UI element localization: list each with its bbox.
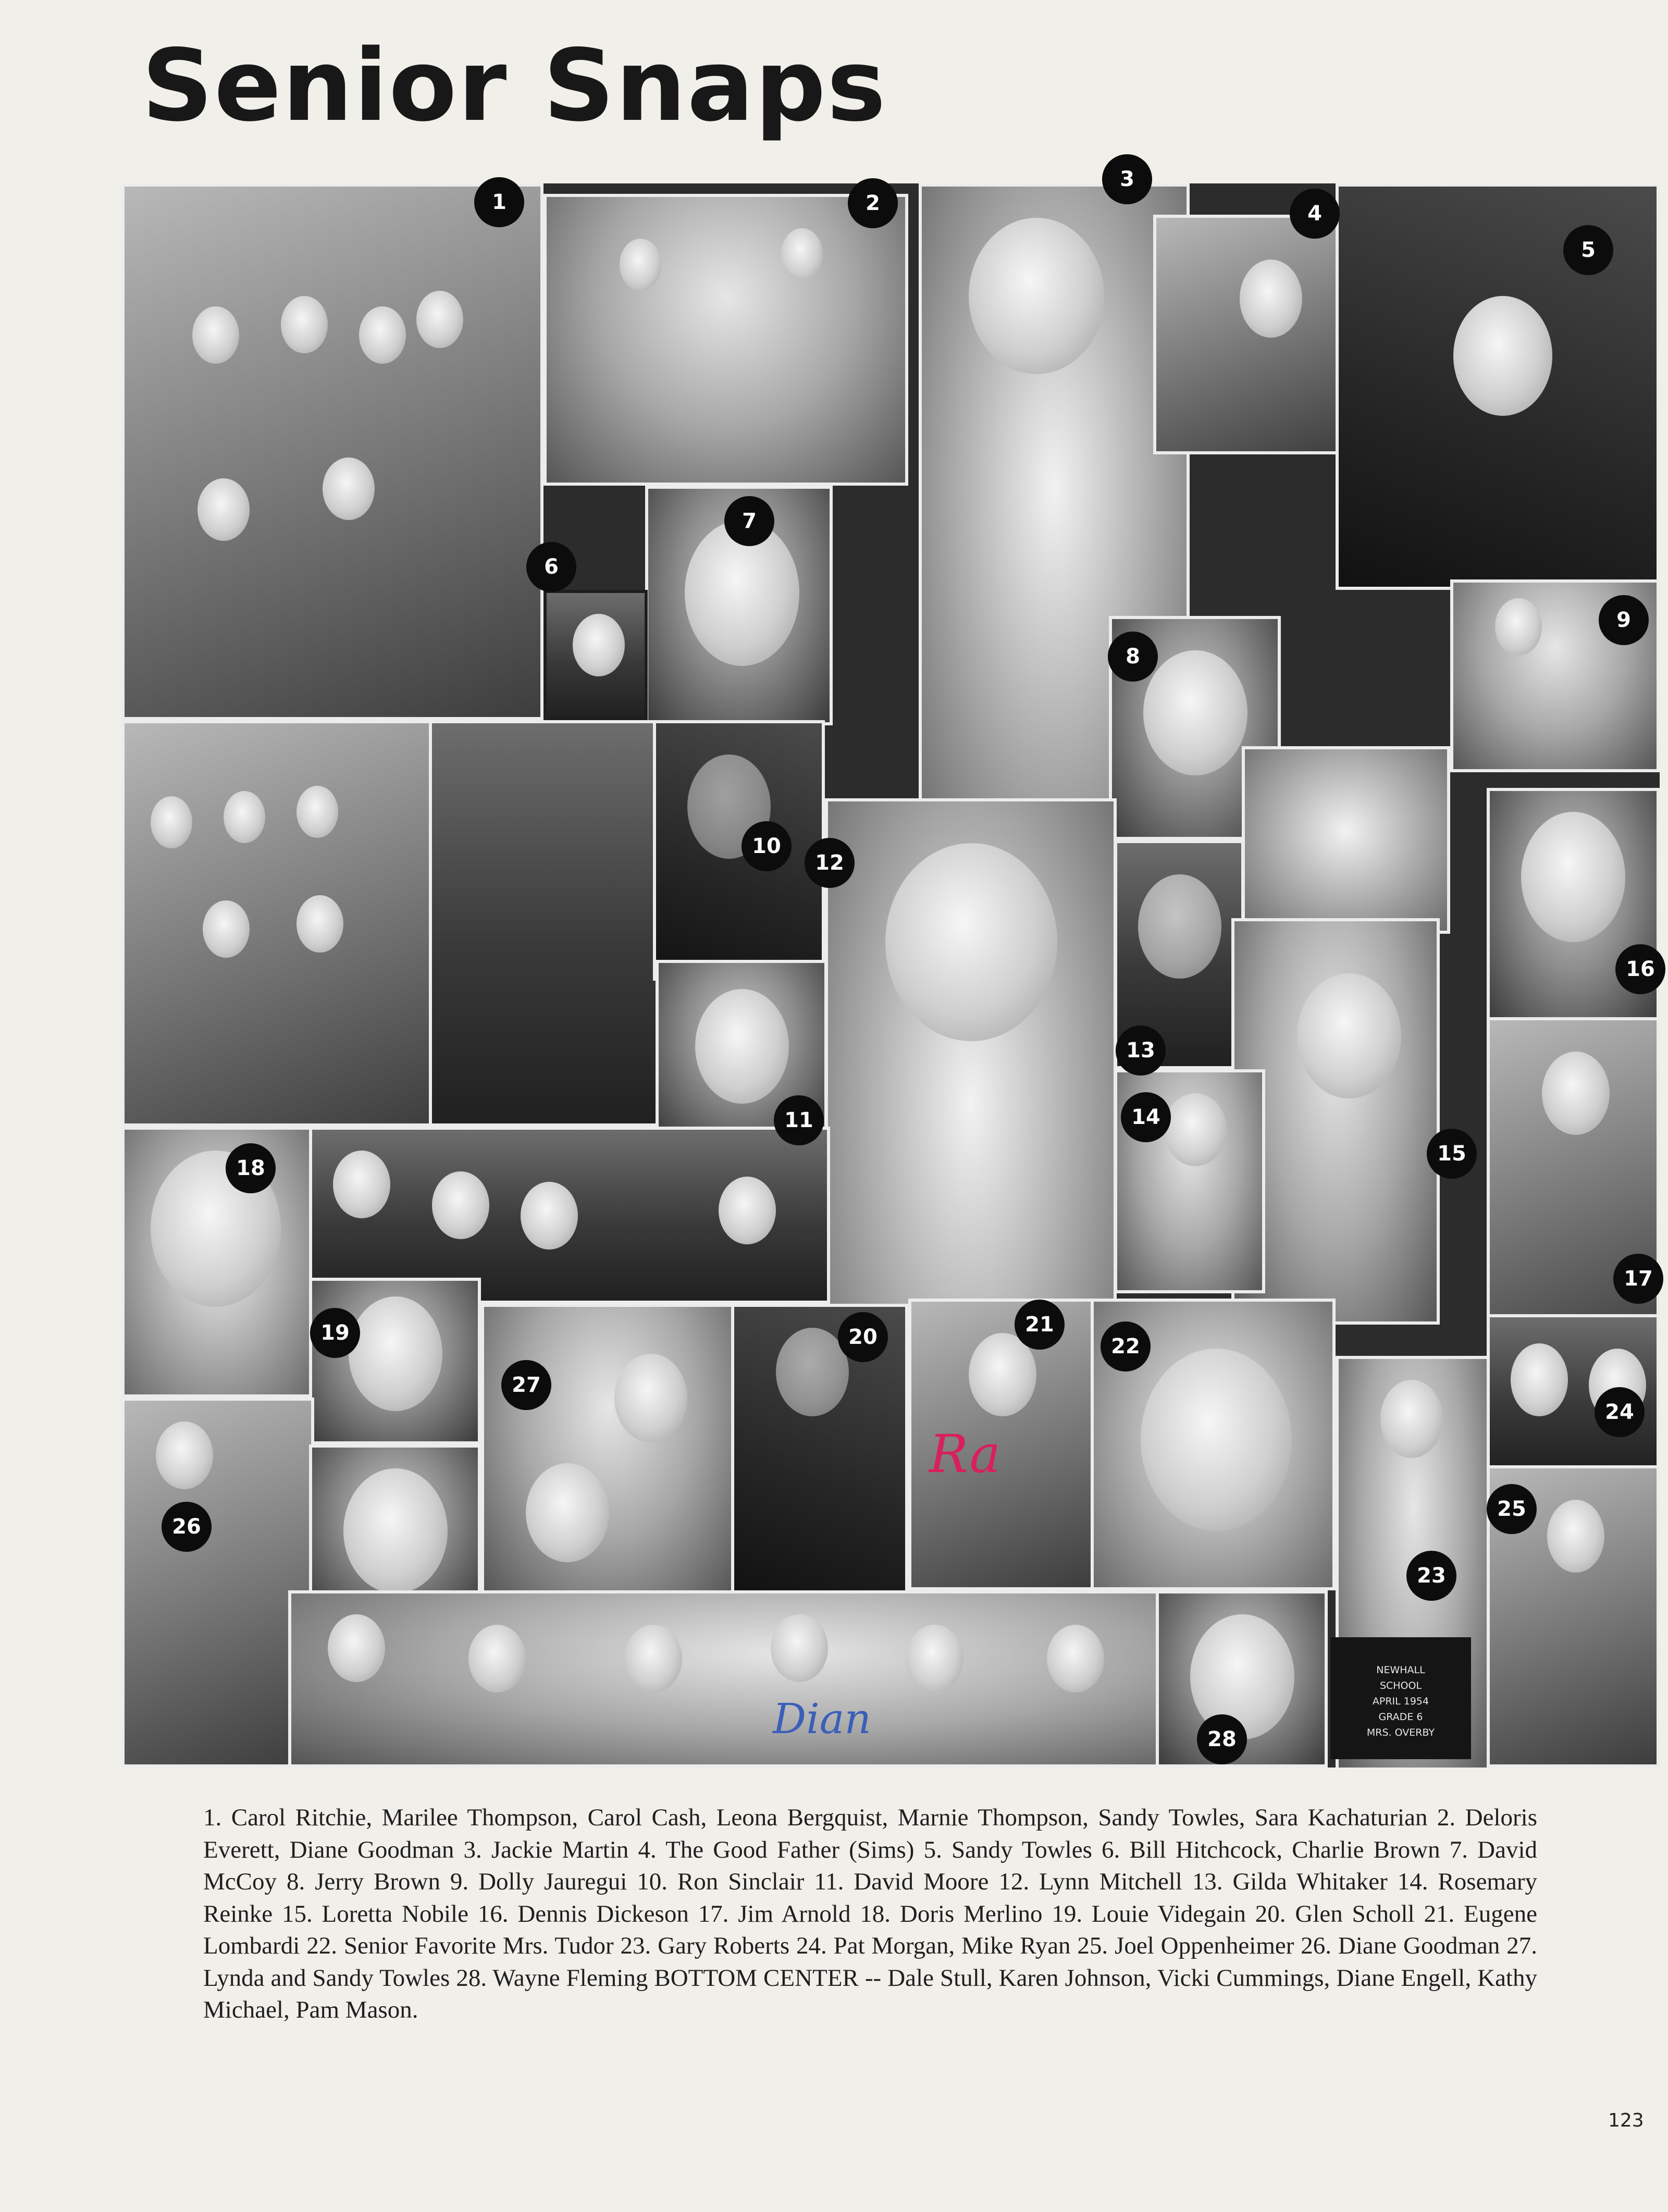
photo-girl-26 — [121, 1398, 314, 1768]
photo-group-middle — [309, 1127, 830, 1304]
photo-collage — [121, 183, 1660, 1768]
school-sign-plate — [1330, 1637, 1471, 1759]
sign-line: APRIL 1954 — [1372, 1696, 1429, 1707]
photo-boys-6 — [543, 590, 648, 720]
photo-number-badge: 17 — [1613, 1254, 1663, 1304]
photo-number-badge: 8 — [1108, 632, 1158, 682]
photo-number-badge: 5 — [1563, 225, 1613, 275]
photo-girls-room — [121, 720, 444, 1127]
handwritten-signature-blue: Dian — [773, 1695, 871, 1743]
photo-boy-19 — [309, 1278, 481, 1444]
sign-line: MRS. OVERBY — [1366, 1727, 1435, 1738]
photo-number-badge: 22 — [1101, 1321, 1151, 1371]
photo-number-badge: 13 — [1116, 1025, 1166, 1076]
photo-number-badge: 19 — [310, 1308, 360, 1358]
photo-number-badge: 2 — [848, 178, 898, 228]
page-number: 123 — [1608, 2110, 1644, 2131]
photo-girl-smile — [309, 1444, 481, 1611]
photo-number-badge: 23 — [1406, 1551, 1456, 1601]
photo-number-badge: 10 — [742, 821, 792, 871]
photo-girls-group — [121, 183, 543, 720]
photo-number-badge: 6 — [526, 542, 576, 592]
photo-number-badge: 27 — [501, 1360, 551, 1410]
photo-number-badge: 14 — [1121, 1092, 1171, 1142]
photo-boy-17 — [1487, 1017, 1660, 1356]
sign-line: SCHOOL — [1379, 1680, 1422, 1691]
photo-number-badge: 28 — [1197, 1714, 1247, 1764]
sign-line: GRADE 6 — [1378, 1711, 1423, 1723]
photo-number-badge: 24 — [1595, 1387, 1645, 1437]
photo-number-badge: 3 — [1102, 154, 1152, 204]
photo-number-badge: 11 — [774, 1095, 824, 1145]
photo-girl-18 — [121, 1127, 314, 1398]
photo-boy-10 — [653, 720, 825, 981]
photo-number-badge: 7 — [724, 496, 774, 546]
photo-number-badge: 21 — [1015, 1300, 1065, 1350]
photo-number-badge: 26 — [162, 1502, 212, 1552]
photo-good-father — [1153, 215, 1362, 454]
photo-caption: 1. Carol Ritchie, Marilee Thompson, Carol Cash, Leona Bergquist, Marnie Thompson, Sandy Towles, Sara Kachaturian 2. Deloris Everett, Diane Goodman 3. Jackie Martin 4. The Good Father (Sims) 5. Sandy Towles 6. Bill Hitchcock, Charlie Brown 7. David McCoy 8. Jerry Brown 9. Dolly Jauregui 10. Ron Sinclair 11. David Moore 12. Lynn Mitchell 13. Gilda Whitaker 14. Rosemary Reinke 15. Loretta Nobile 16. Dennis Dickeson 17. Jim Arnold 18. Doris Merlino 19. Louie Videgain 20. Glen Scholl 21. Eugene Lombardi 22. Senior Favorite Mrs. Tudor 23. Gary Roberts 24. Pat Morgan, Mike Ryan 25. Joel Oppenheimer 26. Diane Goodman 27. Lynda and Sandy Towles 28. Wayne Fleming BOTTOM CENTER -- Dale Stull, Karen Johnson, Vicki Cummings, Diane Engell, Kathy Michael, Pam Mason. — [203, 1804, 1537, 2023]
photo-number-badge: 18 — [226, 1143, 276, 1193]
handwritten-signature-red: Ra — [929, 1424, 1001, 1485]
photo-number-badge: 1 — [474, 177, 524, 227]
photo-number-badge: 16 — [1615, 944, 1665, 994]
photo-number-badge: 4 — [1290, 189, 1340, 239]
photo-number-badge: 25 — [1487, 1484, 1537, 1534]
photo-number-badge: 20 — [838, 1312, 888, 1362]
page-title: Senior Snaps — [142, 28, 887, 143]
photo-girls-27 — [481, 1304, 736, 1596]
photo-number-badge: 15 — [1427, 1129, 1477, 1179]
photo-number-badge: 12 — [805, 838, 855, 888]
photo-room-10 — [429, 720, 689, 1127]
photo-log-carriers — [543, 194, 908, 486]
sign-line: NEWHALL — [1376, 1664, 1425, 1676]
photo-number-badge: 9 — [1599, 595, 1649, 645]
photo-school-building — [1242, 746, 1450, 934]
